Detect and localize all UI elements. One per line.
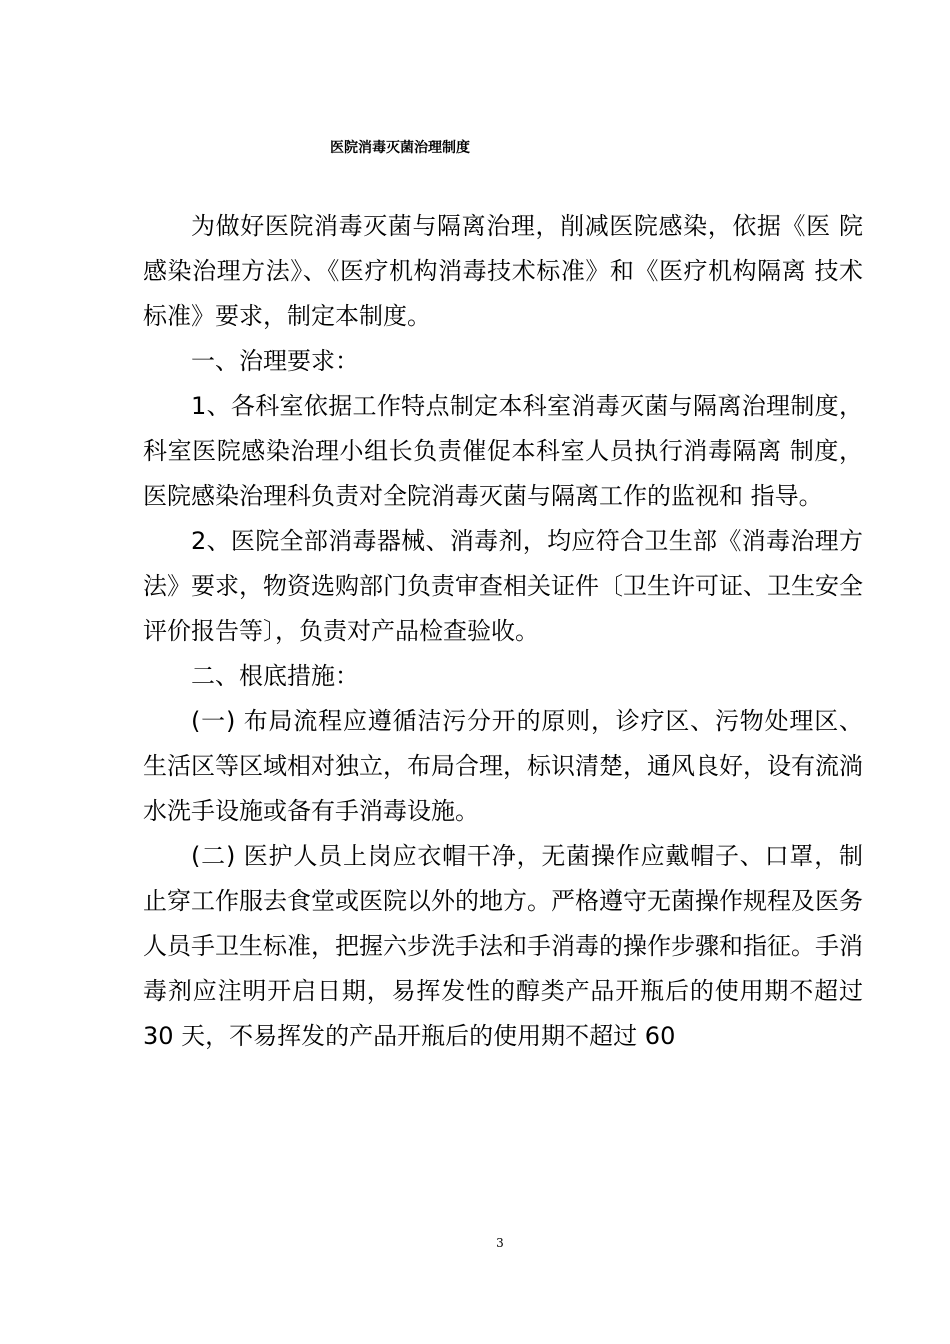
section-heading-management-requirements: 一、治理要求：	[191, 347, 359, 375]
requirement-item-1: 1、各科室依据工作特点制定本科室消毒灭菌与隔离治理制度，科室医院感染治理小组长负责催促本科室人员执行消毒隔离 制度，医院感染治理科负责对全院消毒灭菌与隔离工作的监视和 指导。	[143, 392, 863, 510]
page-number: 3	[496, 1236, 504, 1250]
document-body	[143, 204, 863, 1059]
document-title: 医院消毒灭菌治理制度	[330, 140, 470, 156]
intro-paragraph: 为做好医院消毒灭菌与隔离治理，削减医院感染，依据《医 院感染治理方法》、《医疗机构消毒技术标准》和《医疗机构隔离 技术标准》要求，制定本制度。	[143, 212, 863, 330]
measure-item-1: (一) 布局流程应遵循洁污分开的原则，诊疗区、污物处理区、生活区等区域相对独立，布局合理，标识清楚，通风良好，设有流淌水洗手设施或备有手消毒设施。	[143, 707, 863, 825]
section-heading-basic-measures: 二、根底措施：	[191, 662, 359, 690]
requirement-item-2: 2、医院全部消毒器械、消毒剂，均应符合卫生部《消毒治理方法》要求，物资选购部门负责审查相关证件〔卫生许可证、卫生安全评价报告等〕，负责对产品检查验收。	[143, 527, 863, 645]
measure-item-2: (二) 医护人员上岗应衣帽干净，无菌操作应戴帽子、口罩，制止穿工作服去食堂或医院以外的地方。严格遵守无菌操作规程及医务人员手卫生标准，把握六步洗手法和手消毒的操作步骤和指征。手消毒剂应注明开启日期，易挥发性的醇类产品开瓶后的使用期不超过 30 天，不易挥发的产品开瓶后的使用期不超过 60	[143, 842, 863, 1050]
